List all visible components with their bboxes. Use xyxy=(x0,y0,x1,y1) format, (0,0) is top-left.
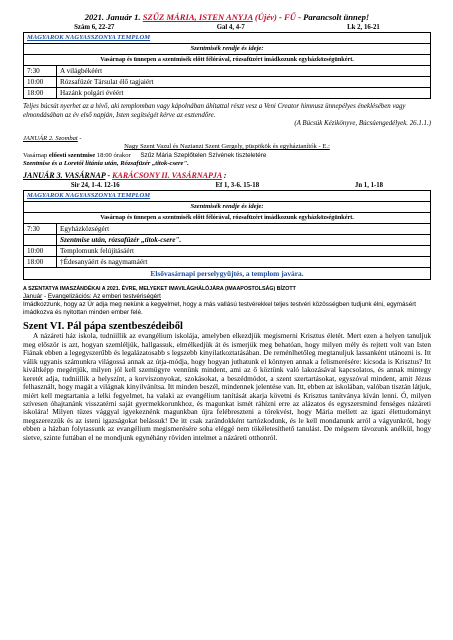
bulletin-page xyxy=(23,12,431,442)
mass-intention: Templomunk felújításáért xyxy=(57,246,431,257)
jan3-title: KARÁCSONY II. VASÁRNAPJA xyxy=(112,171,222,181)
mass-intention: Hazánk polgári évéért xyxy=(57,88,431,99)
jan3-dash: - xyxy=(105,171,113,181)
mass-schedule-table xyxy=(23,190,431,280)
prayer-heading: A SZENTATYA IMASZÁNDÉKAI A 2021. ÉVRE, MELYEKET IMAVILÁGHÁLÓJÁRA (IMAAPOSTOLSÁG) BÍZOTT xyxy=(23,286,296,293)
reading-title: Szent VI. Pál pápa szentbeszédeiből xyxy=(23,321,183,333)
scripture-ref: Ef 1, 3-6. 15-18 xyxy=(215,182,260,190)
scripture-ref: Lk 2, 16-21 xyxy=(347,24,380,31)
schedule-subtitle: Szentmisék rendje és ideje: xyxy=(24,44,431,55)
mass-time: 18:00 xyxy=(24,257,57,268)
table-row xyxy=(24,246,431,257)
jan2-line2: Szentmise és a Loretói litánia után, Rózsafüzér „titok-csere". xyxy=(23,160,189,167)
mass-time: 7:30 xyxy=(24,66,57,77)
jan2-line1 xyxy=(23,152,431,160)
rosary-note: Szentmise után, rózsafüzér „titok-csere". xyxy=(57,235,431,246)
parish-name: FŰ xyxy=(284,12,296,22)
mass-schedule-table xyxy=(23,32,431,99)
mass-time: 10:00 xyxy=(24,246,57,257)
jan3-section xyxy=(23,171,431,190)
jan3-date: JANUÁR 3. VASÁRNAP xyxy=(23,171,106,181)
feast-title: SZŰZ MÁRIA, ISTEN ANYJA xyxy=(142,12,253,22)
schedule-note: Vasárnap és ünnepen a szentmisék előtt félórával, rózsafüzért imádkozunk egyházközségünkért. xyxy=(24,213,431,224)
mass-time: 7:30 xyxy=(24,224,57,235)
church-name: MAGYAROK NAGYASSZONYA TEMPLOM xyxy=(24,191,431,202)
scripture-ref: Sir 24, 1-4. 12-16 xyxy=(70,182,120,190)
jan2-date: JANUÁR 2. Szombat xyxy=(23,134,78,142)
feast-rank: - Parancsolt ünnep! xyxy=(295,12,370,22)
feast-date: 2021. Január 1. xyxy=(84,12,141,22)
jan3-tail: : xyxy=(221,171,227,181)
reading-body: A názáreti ház iskola, tudniillik az evangélium iskolája, amelyben elkezdjük megismerni Krisztus életét. Mert ezen a helyen tanuljuk meg először is azt, hogyan szemléljük, hallgassuk, elmélkedjük át és ismerjük meg behatóan, hogy milyen mély és rejtett volt van Isten Fiának ebben a legegyszerűbb és legalázatosabb s legszebb kinyilatkoztatásában. De reménlhetőleg megtanuljuk lassanként utánozni is. Itt válik ugyanis számunkra világossá annak az útja-módja, hogy hogyan juthatunk el könnyen annak a felismerésére: kicsoda is Krisztus? Itt kiváltképp megértjük, milyen jól kell szemügyre vennünk mindent, ami az ő köztünk való lakozásával kapcsolatos, és annak mintegy keretét adja, tudniillik a helyszínt, a korviszonyokat, szokásokat, a beszédmódot, a szent szertartásokat, egyszóval mindent, amit Jézus felhasznált, hogy magát a világnak kinyilvánítsa. Itt minden beszél, mindennek jelentése van. Itt, ebben az iskolában, valóban tisztán látjuk, miért kell megtartania a lelki fegyelmet, ha valaki az evangélium tanítását akarja követni és Krisztus tanítványa kíván lenni. Ó, milyen szívesen óhajtanánk visszatérni saját gyermekkorunkhoz, és magunkat ismét ráhízni erre az alázatos és egyszersmind fenséges názáreti iskolára! Milyen tüzes vággyal igyekeznénk magunkban újra felébreszteni a törekvést, hogy Mária mellett az igazi élettudományt megszerezzük és az isteni igazságokat belássuk! De itt csak zarándokként tartózkodunk, és le kell mondanunk arról a vágyunkról, hogy ebben a házban folytassunk az evangélium megismerésére soha eléggé nem tökéletesíthető tanulást. De mégsem távozunk anélkül, hogy sietve, szinte futtában el ne mondjunk egynéhány röviden intelmet a názáreti otthonról. xyxy=(23,331,431,442)
mass-time: 10:00 xyxy=(24,77,57,88)
scripture-refs xyxy=(23,23,431,32)
jan2-dash: - xyxy=(77,134,82,142)
schedule-subtitle: Szentmisék rendje és ideje: xyxy=(24,202,431,213)
mass-intention: †Édesanyáért és nagymamáért xyxy=(57,257,431,268)
jan2-time: 18:00 órakor xyxy=(95,151,131,159)
scripture-refs xyxy=(23,181,431,190)
mass-time: 18:00 xyxy=(24,88,57,99)
table-row xyxy=(24,235,431,246)
indulgence-text: Teljes búcsút nyerhet az a hívő, aki templomban vagy kápolnában áhítattal részt vesz a Veni Creator himnusz ünnepélyes éneklésében vagy elmondásában az év első napján, Isten segítségét kérve az esztendőre. xyxy=(23,103,406,119)
prayer-month: Január xyxy=(23,293,43,301)
schedule-note: Vasárnap és ünnepen a szentmisék előtt félórával, rózsafüzért imádkozunk egyházközségünkért. xyxy=(24,55,431,66)
scripture-ref: Szám 6, 22-27 xyxy=(74,24,115,31)
table-row xyxy=(24,257,431,268)
table-row xyxy=(24,224,431,235)
table-row xyxy=(24,66,431,77)
prayer-intention: A SZENTATYA IMASZÁNDÉKAI A 2021. ÉVRE, MELYEKET IMAVILÁGHÁLÓJÁRA (IMAAPOSTOLSÁG) BÍZOTT Január - Evangelizációs: Az emberi testvériségért Imádkozzunk, hogy az Úr adja meg nekünk a kegyelmet, hogy a más vallású testvérekkel teljes testvéri közösségben tudjunk élni, egymásért imádkozva és nyitottan minden ember felé. xyxy=(23,286,431,317)
feast-sep: - xyxy=(276,12,285,22)
scripture-ref: Gal 4, 4-7 xyxy=(216,24,245,31)
indulgence-ref: (A Búcsúk Kézikönyve, Búcsúengedélyek. 26.1.1.) xyxy=(294,120,431,128)
collection-note: Elsővasárnapi perselygyűjtés, a templom javára. xyxy=(24,268,431,280)
church-name: MAGYAROK NAGYASSZONYA TEMPLOM xyxy=(24,33,431,44)
prayer-text: Imádkozzunk, hogy az Úr adja meg nekünk a kegyelmet, hogy a más vallású testvérekkel teljes testvéri közösségben tudjunk élni, egymásért imádkozva és nyitottan minden ember felé. xyxy=(23,301,417,317)
jan2-dedication: Szűz Mária Szeplőtelen Szívének tiszteletére xyxy=(140,151,267,159)
table-row xyxy=(24,88,431,99)
jan2-text: Vasárnap xyxy=(23,151,49,159)
indulgence-note xyxy=(23,103,431,129)
jan2-saints: Nagy Szent Vazul és Nazianzi Szent Gergely, püspökök és egyháztanítók - E.: xyxy=(124,143,330,151)
mass-intention: A világbékéért xyxy=(57,66,431,77)
mass-intention: Egyházközségért xyxy=(57,224,431,235)
feast-header xyxy=(23,12,431,23)
jan2-text-bold: előesti szentmise xyxy=(48,151,96,159)
scripture-ref: Jn 1, 1-18 xyxy=(354,182,384,190)
table-row xyxy=(24,77,431,88)
mass-intention: Rózsafüzér Társulat élő tagjaiért xyxy=(57,77,431,88)
jan2-section xyxy=(23,135,431,169)
feast-note: (Újév) xyxy=(254,12,277,22)
prayer-intent: Evangelizációs: Az emberi testvériségért xyxy=(47,293,161,301)
